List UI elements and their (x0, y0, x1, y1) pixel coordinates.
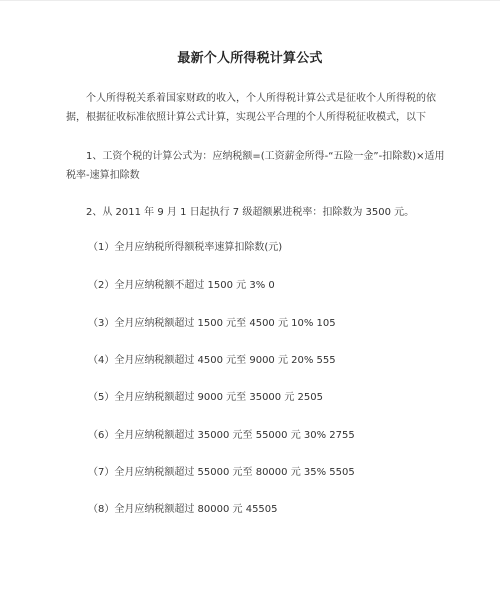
tax-bracket-item: （1）全月应纳税所得额税率速算扣除数(元) (88, 242, 283, 253)
tax-bracket-item: （8）全月应纳税额超过 80000 元 45505 (88, 504, 278, 515)
intro-text: 个人所得税关系着国家财政的收入，个人所得税计算公式是征收个人所得税的依据，根据征收标准依照计算公式计算，实现公平合理的个人所得税征收模式，以下 (66, 93, 436, 123)
tax-bracket-item: （5）全月应纳税额超过 9000 元至 35000 元 2505 (88, 392, 323, 403)
tax-bracket-item: （4）全月应纳税额超过 4500 元至 9000 元 20% 555 (88, 355, 336, 366)
document-title: 最新个人所得税计算公式 (177, 51, 323, 66)
tax-bracket-item: （6）全月应纳税额超过 35000 元至 55000 元 30% 2755 (88, 430, 355, 441)
tax-bracket-item: （2）全月应纳税额不超过 1500 元 3% 0 (88, 280, 275, 291)
rule-heading (66, 203, 452, 222)
intro-paragraph (66, 89, 452, 127)
rule-heading-text: 2、从 2011 年 9 月 1 日起执行 7 级超额累进税率：扣除数为 3500 元。 (86, 207, 415, 218)
tax-bracket-item: （7）全月应纳税额超过 55000 元至 80000 元 35% 5505 (88, 467, 355, 478)
tax-bracket-item: （3）全月应纳税额超过 1500 元至 4500 元 10% 105 (88, 318, 336, 329)
formula-paragraph (66, 147, 452, 185)
formula-text: 1、工资个税的计算公式为：应纳税额=(工资薪金所得-“五险一金”-扣除数)×适用税率-速算扣除数 (66, 151, 445, 181)
